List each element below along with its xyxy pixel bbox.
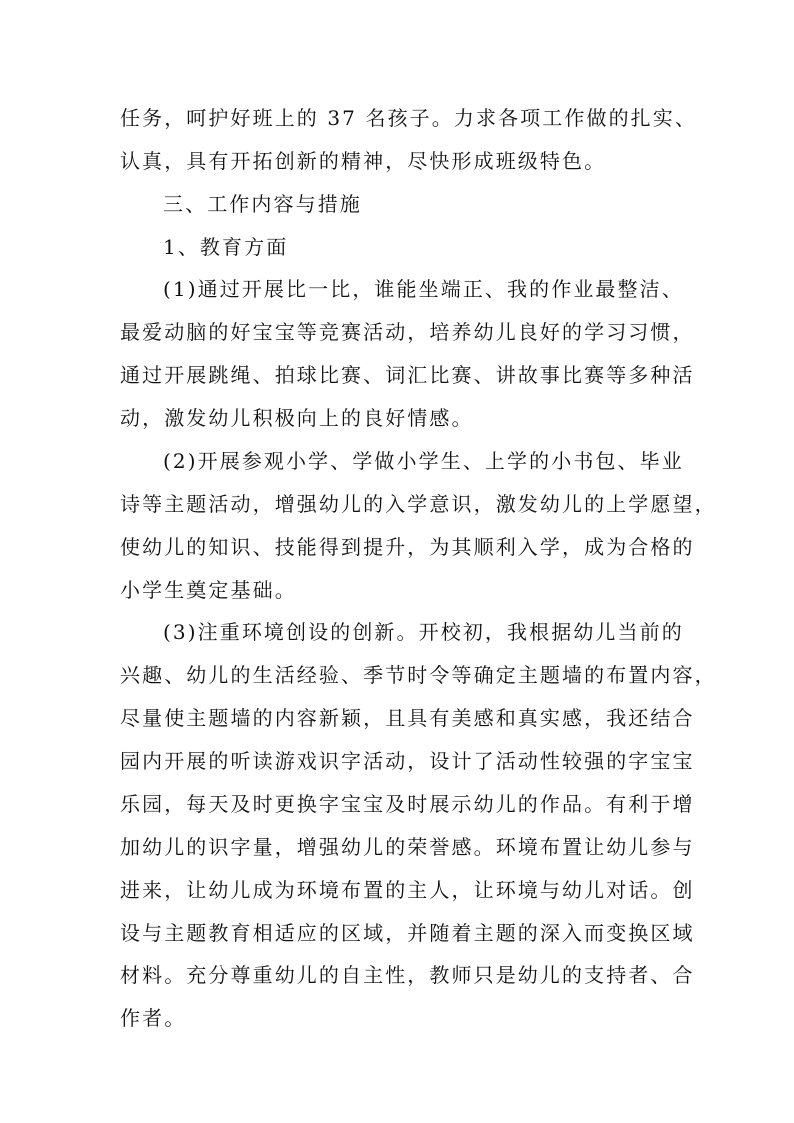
body-text-line: 小学生奠定基础。 [120, 578, 297, 602]
body-text-line: 诗等主题活动，增强幼儿的入学意识，激发幼儿的上学愿望， [120, 492, 717, 516]
body-text-line: 进来，让幼儿成为环境布置的主人，让环境与幼儿对话。创 [120, 878, 695, 902]
body-text-line: 园内开展的听读游戏识字活动，设计了活动性较强的字宝宝 [120, 749, 695, 773]
paragraph-start-line: (1)通过开展比一比，谁能坐端正、我的作业最整洁、 [163, 277, 684, 301]
body-text-line: 材料。充分尊重幼儿的自主性，教师只是幼儿的支持者、合 [120, 963, 695, 987]
body-text-line: 加幼儿的识字量，增强幼儿的荣誉感。环境布置让幼儿参与 [120, 835, 695, 859]
body-text-line: 设与主题教育相适应的区域，并随着主题的深入而变换区域 [120, 921, 695, 945]
body-text-line: 使幼儿的知识、技能得到提升，为其顺利入学，成为合格的 [120, 535, 695, 559]
body-text-line: 动，激发幼儿积极向上的良好情感。 [120, 406, 474, 430]
body-text-line: 最爱动脑的好宝宝等竞赛活动，培养幼儿良好的学习习惯， [120, 320, 695, 344]
body-text-line: 作者。 [120, 1006, 187, 1030]
paragraph-start-line: (3)注重环境创设的创新。开校初，我根据幼儿当前的 [163, 620, 684, 644]
section-heading: 三、工作内容与措施 [163, 192, 362, 216]
body-text-line: 任务，呵护好班上的 37 名孩子。力求各项工作做的扎实、 [120, 106, 697, 130]
subsection-heading: 1、教育方面 [163, 235, 289, 259]
body-text-line: 尽量使主题墙的内容新颖，且具有美感和真实感，我还结合 [120, 706, 695, 730]
paragraph-start-line: (2)开展参观小学、学做小学生、上学的小书包、毕业 [163, 449, 684, 473]
body-text-line: 兴趣、幼儿的生活经验、季节时令等确定主题墙的布置内容， [120, 663, 717, 687]
body-text-line: 认真，具有开拓创新的精神，尽快形成班级特色。 [120, 149, 607, 173]
body-text-line: 乐园，每天及时更换字宝宝及时展示幼儿的作品。有利于增 [120, 792, 695, 816]
body-text-line: 通过开展跳绳、拍球比赛、词汇比赛、讲故事比赛等多种活 [120, 363, 695, 387]
